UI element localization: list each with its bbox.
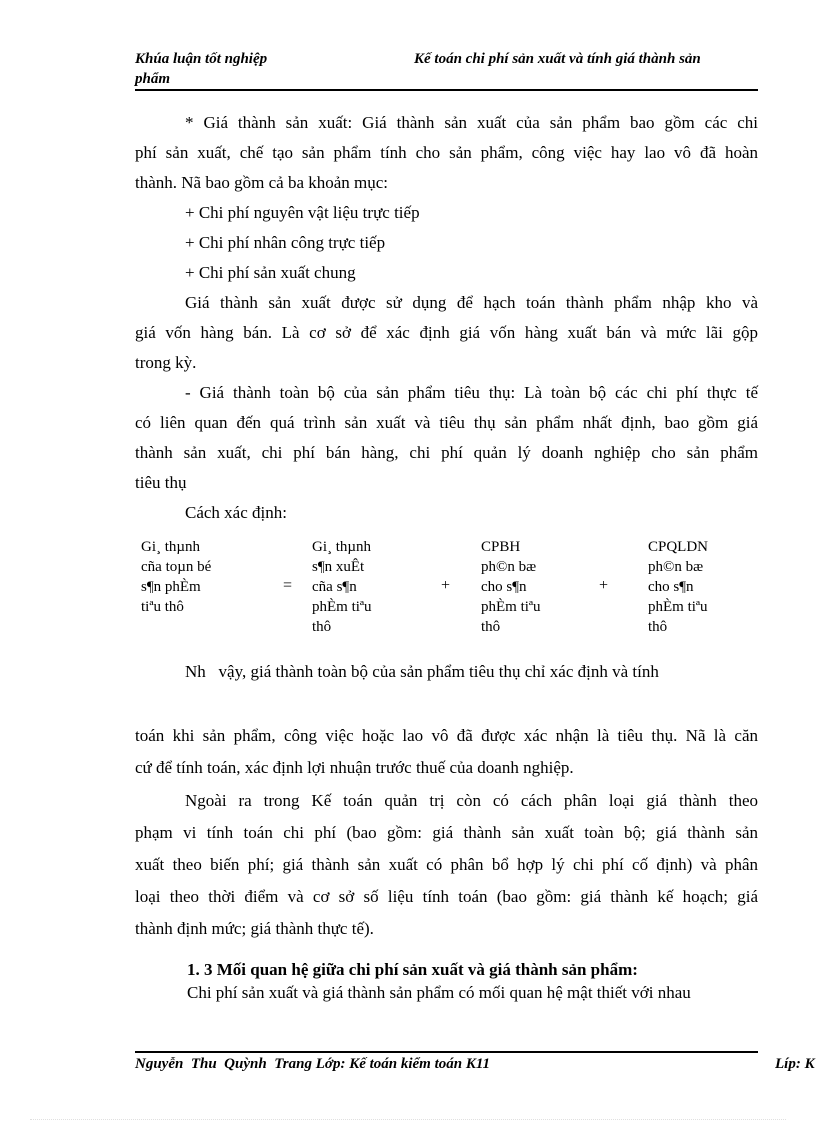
paragraph-line: Giá thành sản xuất được sử dụng để hạch toán thành phẩm nhập kho và [185,293,758,312]
paragraph-line: Nh vậy, giá thành toàn bộ của sản phẩm tiêu thụ chỉ xác định và tính [185,662,659,681]
list-item: + Chi phí nguyên vật liệu trực tiếp [185,203,420,222]
formula-term-selling-expense: CPBH ph©n bæ cho s¶n phÈm tiªu thô [481,539,541,635]
header-rule [135,89,758,91]
paragraph-line: có liên quan đến quá trình sản xuất và tiêu thụ sản phẩm nhất định, bao gồm giá [135,413,758,432]
formula-equals-sign: = [283,577,293,594]
footer-right: Líp: K [775,1056,815,1072]
header-left-line1: Khúa luận tốt nghiệp [135,51,268,67]
formula-term-admin-expense: CPQLDN ph©n bæ cho s¶n phÈm tiªu thô [648,539,709,635]
footer-left: Nguyễn Thu Quỳnh Trang Lớp: Kế toán kiểm toán K11 [135,1056,491,1072]
paragraph-line: Ngoài ra trong Kế toán quản trị còn có cách phân loại giá thành theo [185,791,758,810]
paragraph-line: phạm vi tính toán chi phí (bao gồm: giá thành sản xuất toàn bộ; giá thành sản [135,823,758,842]
formula-term-production-cost: Gi¸ thµnh s¶n xuÊt cña s¶n phÈm tiªu thô [312,539,372,635]
method-label: Cách xác định: [185,503,287,522]
paragraph-line: toán khi sản phẩm, công việc hoặc lao vô đã được xác nhận là tiêu thụ. Nã là căn [135,726,758,745]
paragraph-line: tiêu thụ [135,473,187,492]
header-right: Kế toán chi phí sản xuất và tính giá thành sản [414,51,701,67]
paragraph-line: * Giá thành sản xuất: Giá thành sản xuất của sản phẩm bao gồm các chi [185,113,758,132]
paragraph-line: Chi phí sản xuất và giá thành sản phẩm có mối quan hệ mật thiết với nhau [187,983,691,1002]
paragraph-line: thành định mức; giá thành thực tế). [135,919,374,938]
list-item: + Chi phí sản xuất chung [185,263,356,282]
section-heading: 1. 3 Mối quan hệ giữa chi phí sản xuất và giá thành sản phẩm: [187,960,638,979]
paragraph-line: loại theo thời điểm và cơ sở số liệu tính toán (bao gồm: giá thành kế hoạch; giá [135,887,758,906]
paragraph-line: - Giá thành toàn bộ của sản phẩm tiêu thụ: Là toàn bộ các chi phí thực tế [185,383,758,402]
paragraph-line: phí sản xuất, chế tạo sản phẩm tính cho sản phẩm, công việc hay lao vô đã hoàn [135,143,758,162]
list-item: + Chi phí nhân công trực tiếp [185,233,386,252]
formula-plus-sign: + [599,577,609,594]
footer-rule [135,1051,758,1053]
paragraph-line: xuất theo biến phí; giá thành sản xuất có phân bổ hợp lý chi phí cố định) và phân [135,855,758,874]
formula-term-total-cost: Gi¸ thµnh cña toµn bé s¶n phÈm tiªu thô [141,539,212,615]
paragraph-line: thành. Nã bao gồm cả ba khoản mục: [135,173,389,192]
formula-plus-sign: + [441,577,451,594]
paragraph-line: giá vốn hàng bán. Là cơ sở để xác định giá vốn hàng xuất bán và mức lãi gộp [135,323,758,342]
paragraph-line: thành sản xuất, chi phí bán hàng, chi phí quản lý doanh nghiệp cho sản phẩm [135,443,758,462]
paragraph-line: cứ để tính toán, xác định lợi nhuận trước thuế của doanh nghiệp. [135,758,574,777]
paragraph-line: trong kỳ. [135,353,197,372]
header-left-line2: phẩm [135,71,171,87]
page-edge-dots [30,1119,786,1120]
